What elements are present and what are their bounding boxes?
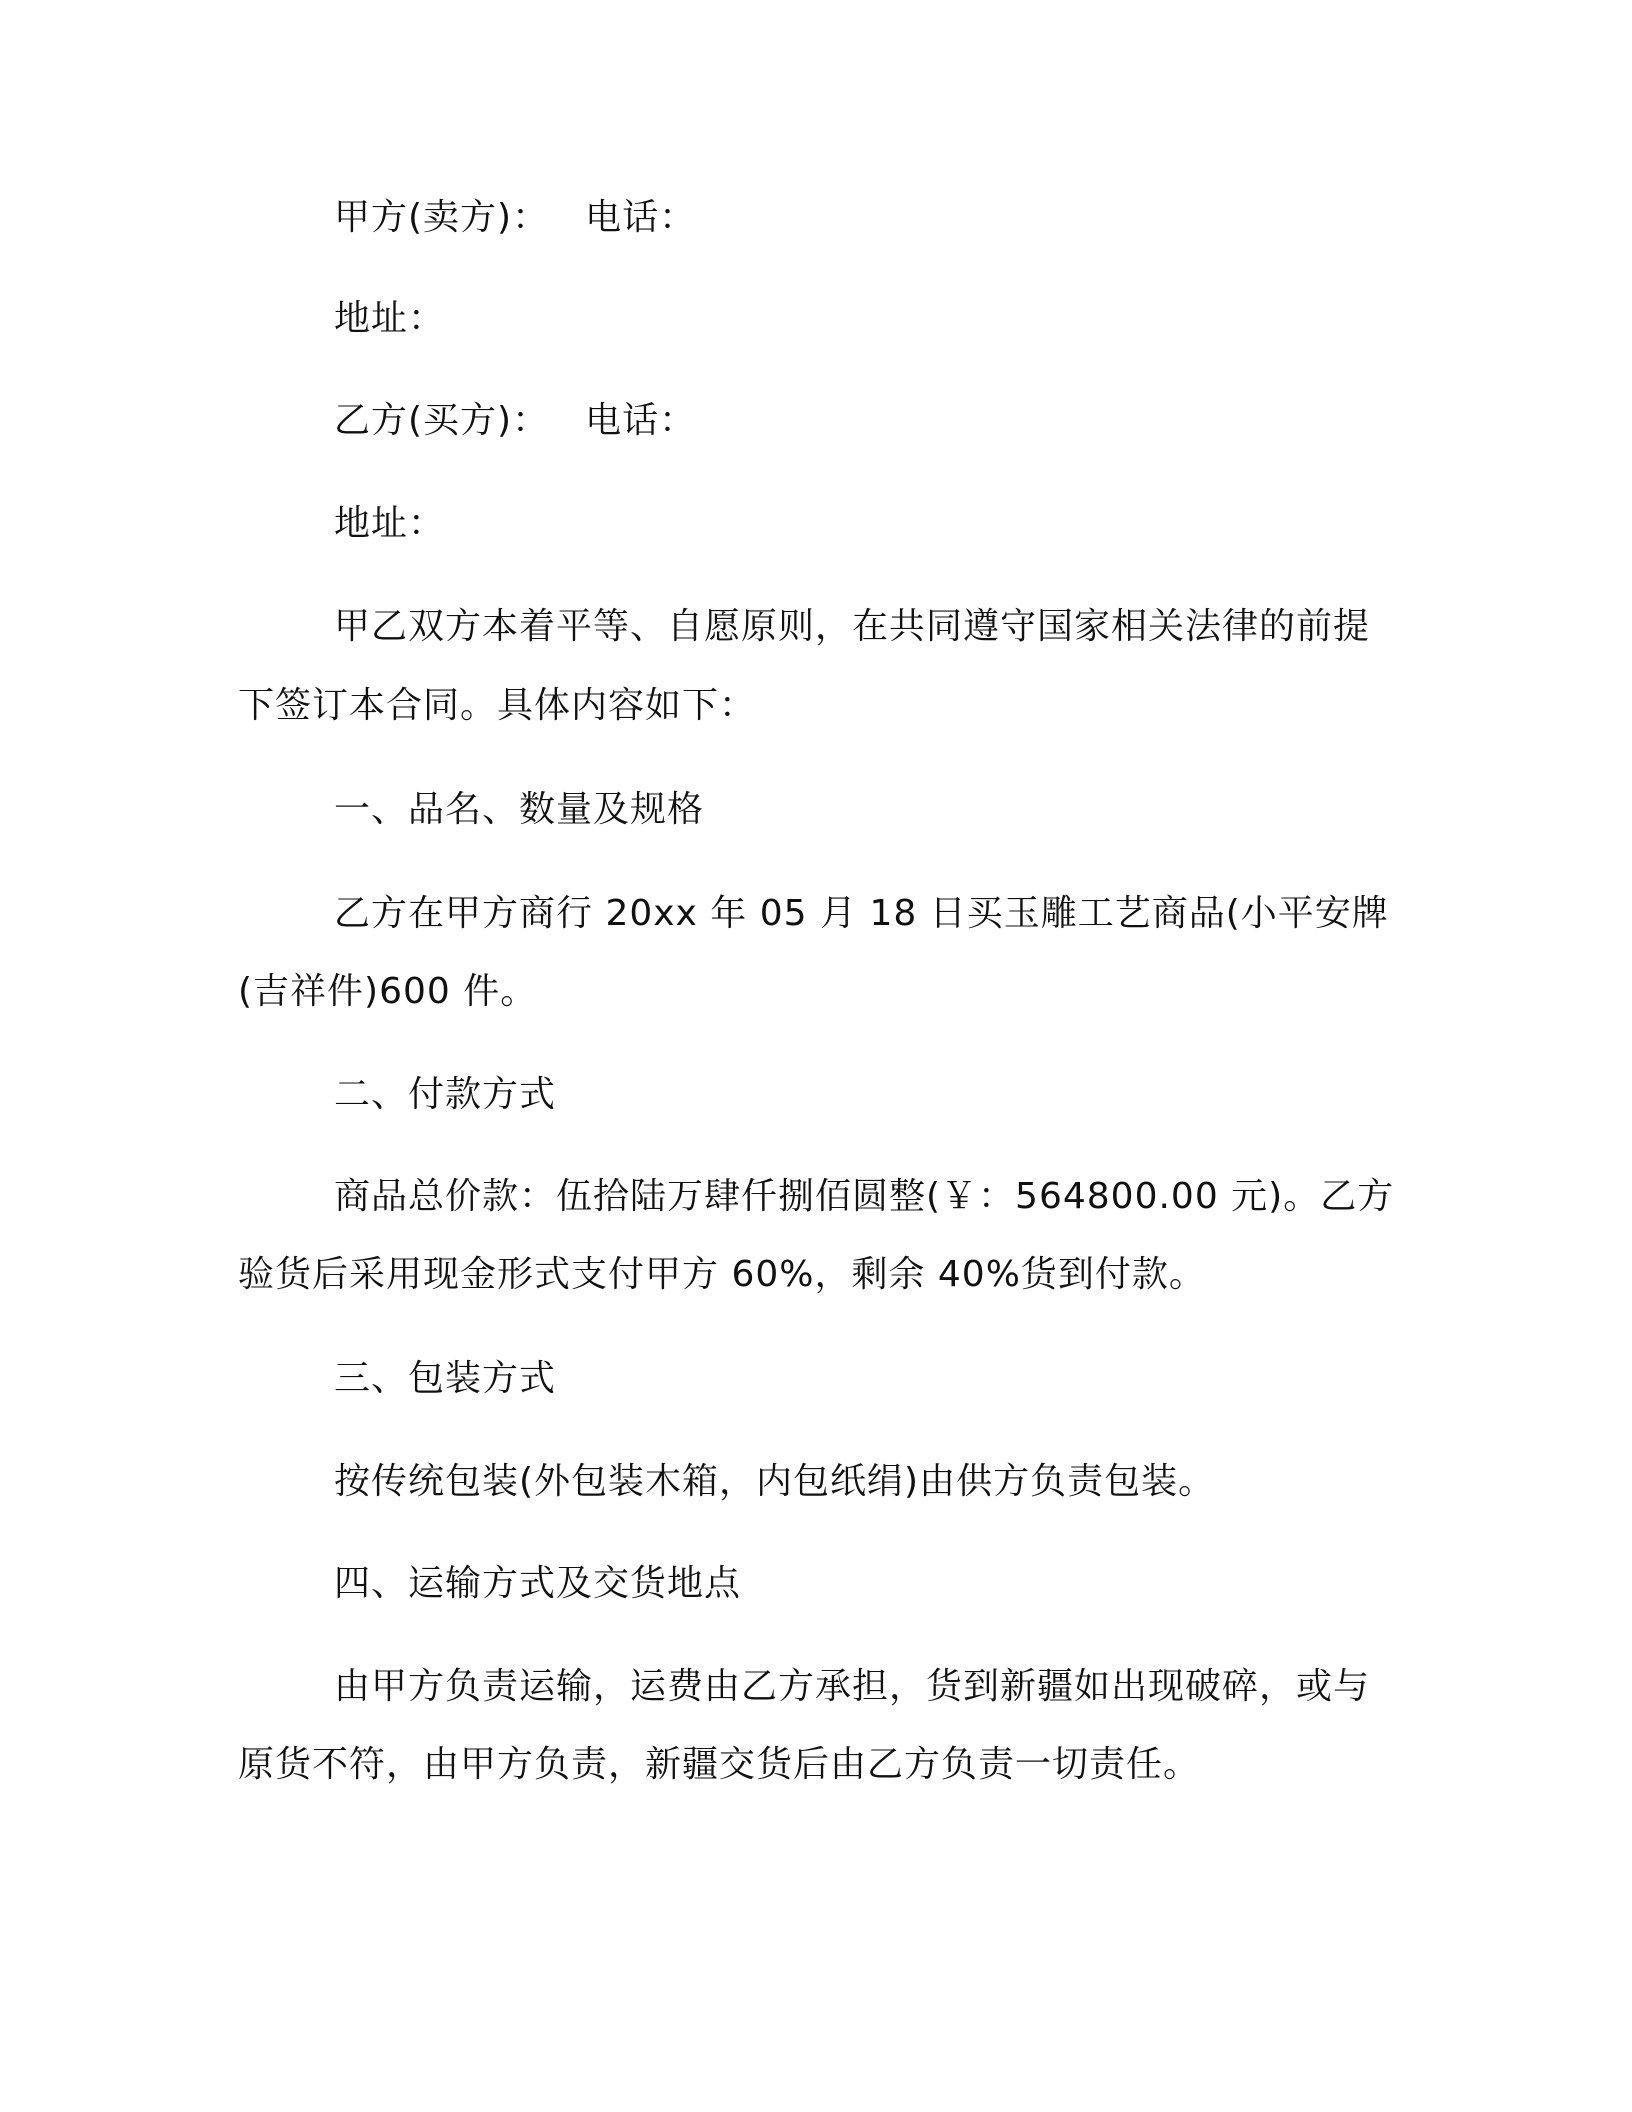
- section-2-heading: 二、付款方式: [334, 1074, 557, 1115]
- section-2-line-2: 验货后采用现金形式支付甲方 60%，剩余 40%货到付款。: [238, 1254, 1206, 1295]
- party-b-address-label: 地址：: [334, 503, 446, 544]
- section-4-line-1: 由甲方负责运输，运费由乙方承担，货到新疆如出现破碎，或与: [334, 1666, 1371, 1707]
- section-4-line-2: 原货不符，由甲方负责，新疆交货后由乙方负责一切责任。: [238, 1744, 1201, 1785]
- section-1-line-1: 乙方在甲方商行 20xx 年 05 月 18 日买玉雕工艺商品(小平安牌: [334, 893, 1389, 934]
- party-a-phone-label: 电话：: [585, 197, 697, 238]
- party-b-line: [334, 399, 696, 443]
- section-1-heading: 一、品名、数量及规格: [334, 789, 705, 830]
- section-1-line-2: (吉祥件)600 件。: [238, 971, 538, 1012]
- section-3-line-1: 按传统包装(外包装木箱，内包纸绢)由供方负责包装。: [334, 1461, 1216, 1502]
- party-b-phone-label: 电话：: [585, 400, 697, 441]
- intro-line-1: 甲乙双方本着平等、自愿原则，在共同遵守国家相关法律的前提: [334, 606, 1371, 647]
- section-2-line-1: 商品总价款：伍拾陆万肆仟捌佰圆整(￥：564800.00 元)。乙方: [334, 1176, 1395, 1217]
- section-4-heading: 四、运输方式及交货地点: [334, 1563, 742, 1604]
- party-b-label: 乙方(买方)：: [334, 400, 550, 441]
- party-a-label: 甲方(卖方)：: [334, 197, 550, 238]
- intro-line-2: 下签订本合同。具体内容如下：: [238, 685, 757, 726]
- party-a-address-label: 地址：: [334, 298, 446, 339]
- section-3-heading: 三、包装方式: [334, 1358, 557, 1399]
- party-a-line: [334, 196, 696, 240]
